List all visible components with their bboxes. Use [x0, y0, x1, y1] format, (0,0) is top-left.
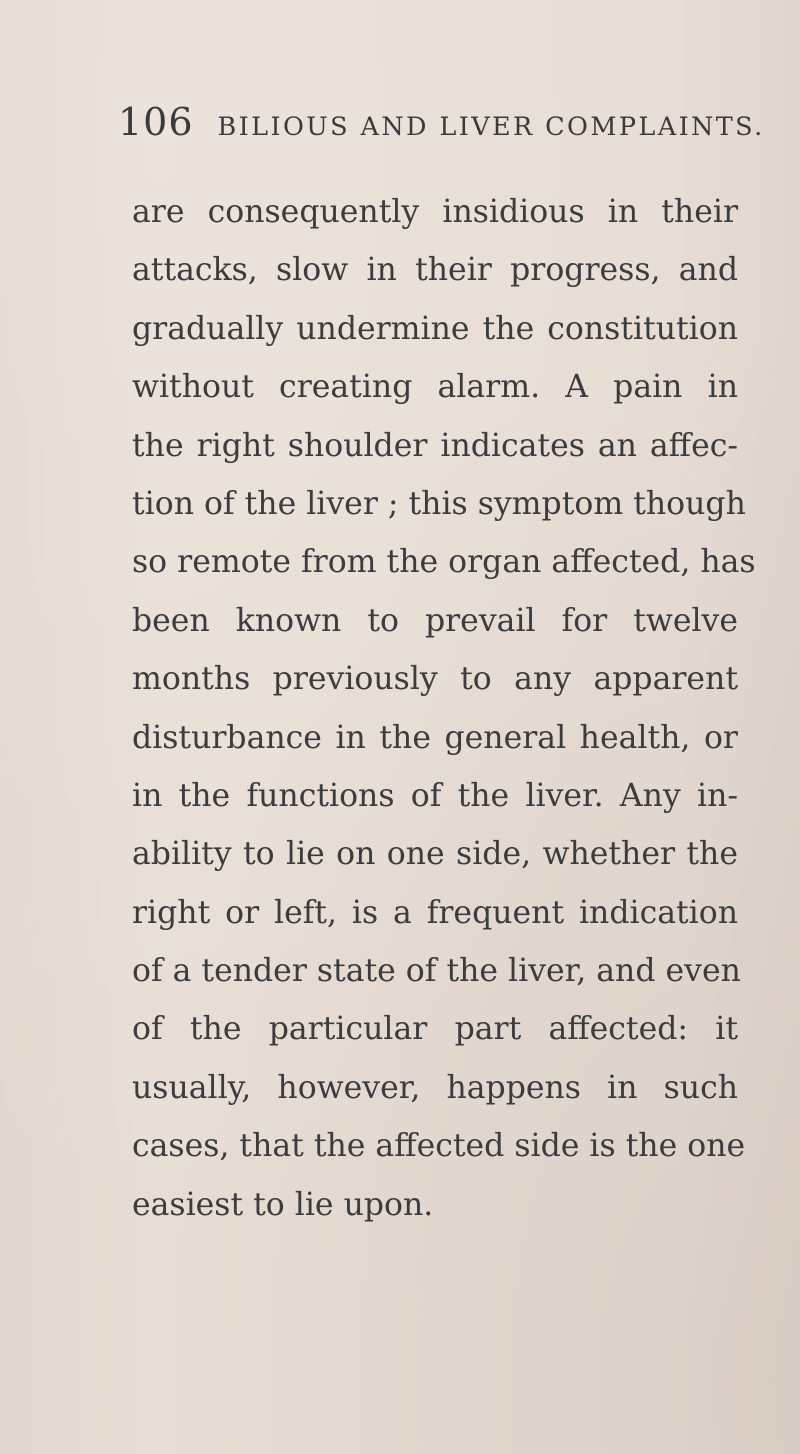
- text-line: of the particular part affected: it: [132, 1011, 738, 1048]
- text-line: months previously to any apparent: [132, 661, 738, 698]
- text-line: attacks, slow in their progress, and: [132, 252, 738, 289]
- text-line: in the functions of the liver. Any in-: [132, 777, 738, 814]
- page-number: 106: [118, 100, 194, 144]
- text-line: the right shoulder indicates an affec-: [132, 427, 738, 464]
- running-head: [118, 100, 765, 148]
- text-line: been known to prevail for twelve: [132, 602, 738, 639]
- running-title: BILIOUS AND LIVER COMPLAINTS.: [217, 112, 765, 142]
- text-line: are consequently insidious in their: [132, 194, 738, 230]
- text-line: tion of the liver ; this symptom though: [132, 485, 746, 522]
- body-paragraph: [132, 183, 756, 1234]
- text-line: of a tender state of the liver, and even: [132, 953, 741, 990]
- text-line: gradually undermine the constitution: [132, 310, 738, 347]
- text-line: cases, that the affected side is the one: [132, 1128, 746, 1165]
- text-line: so remote from the organ affected, has: [132, 544, 756, 581]
- text-line: usually, however, happens in such: [132, 1069, 738, 1106]
- text-line: disturbance in the general health, or: [132, 719, 738, 756]
- text-line-last: easiest to lie upon.: [132, 1186, 434, 1223]
- text-line: without creating alarm. A pain in: [132, 369, 738, 406]
- text-line: right or left, is a frequent indication: [132, 894, 738, 931]
- text-line: ability to lie on one side, whether the: [132, 836, 738, 873]
